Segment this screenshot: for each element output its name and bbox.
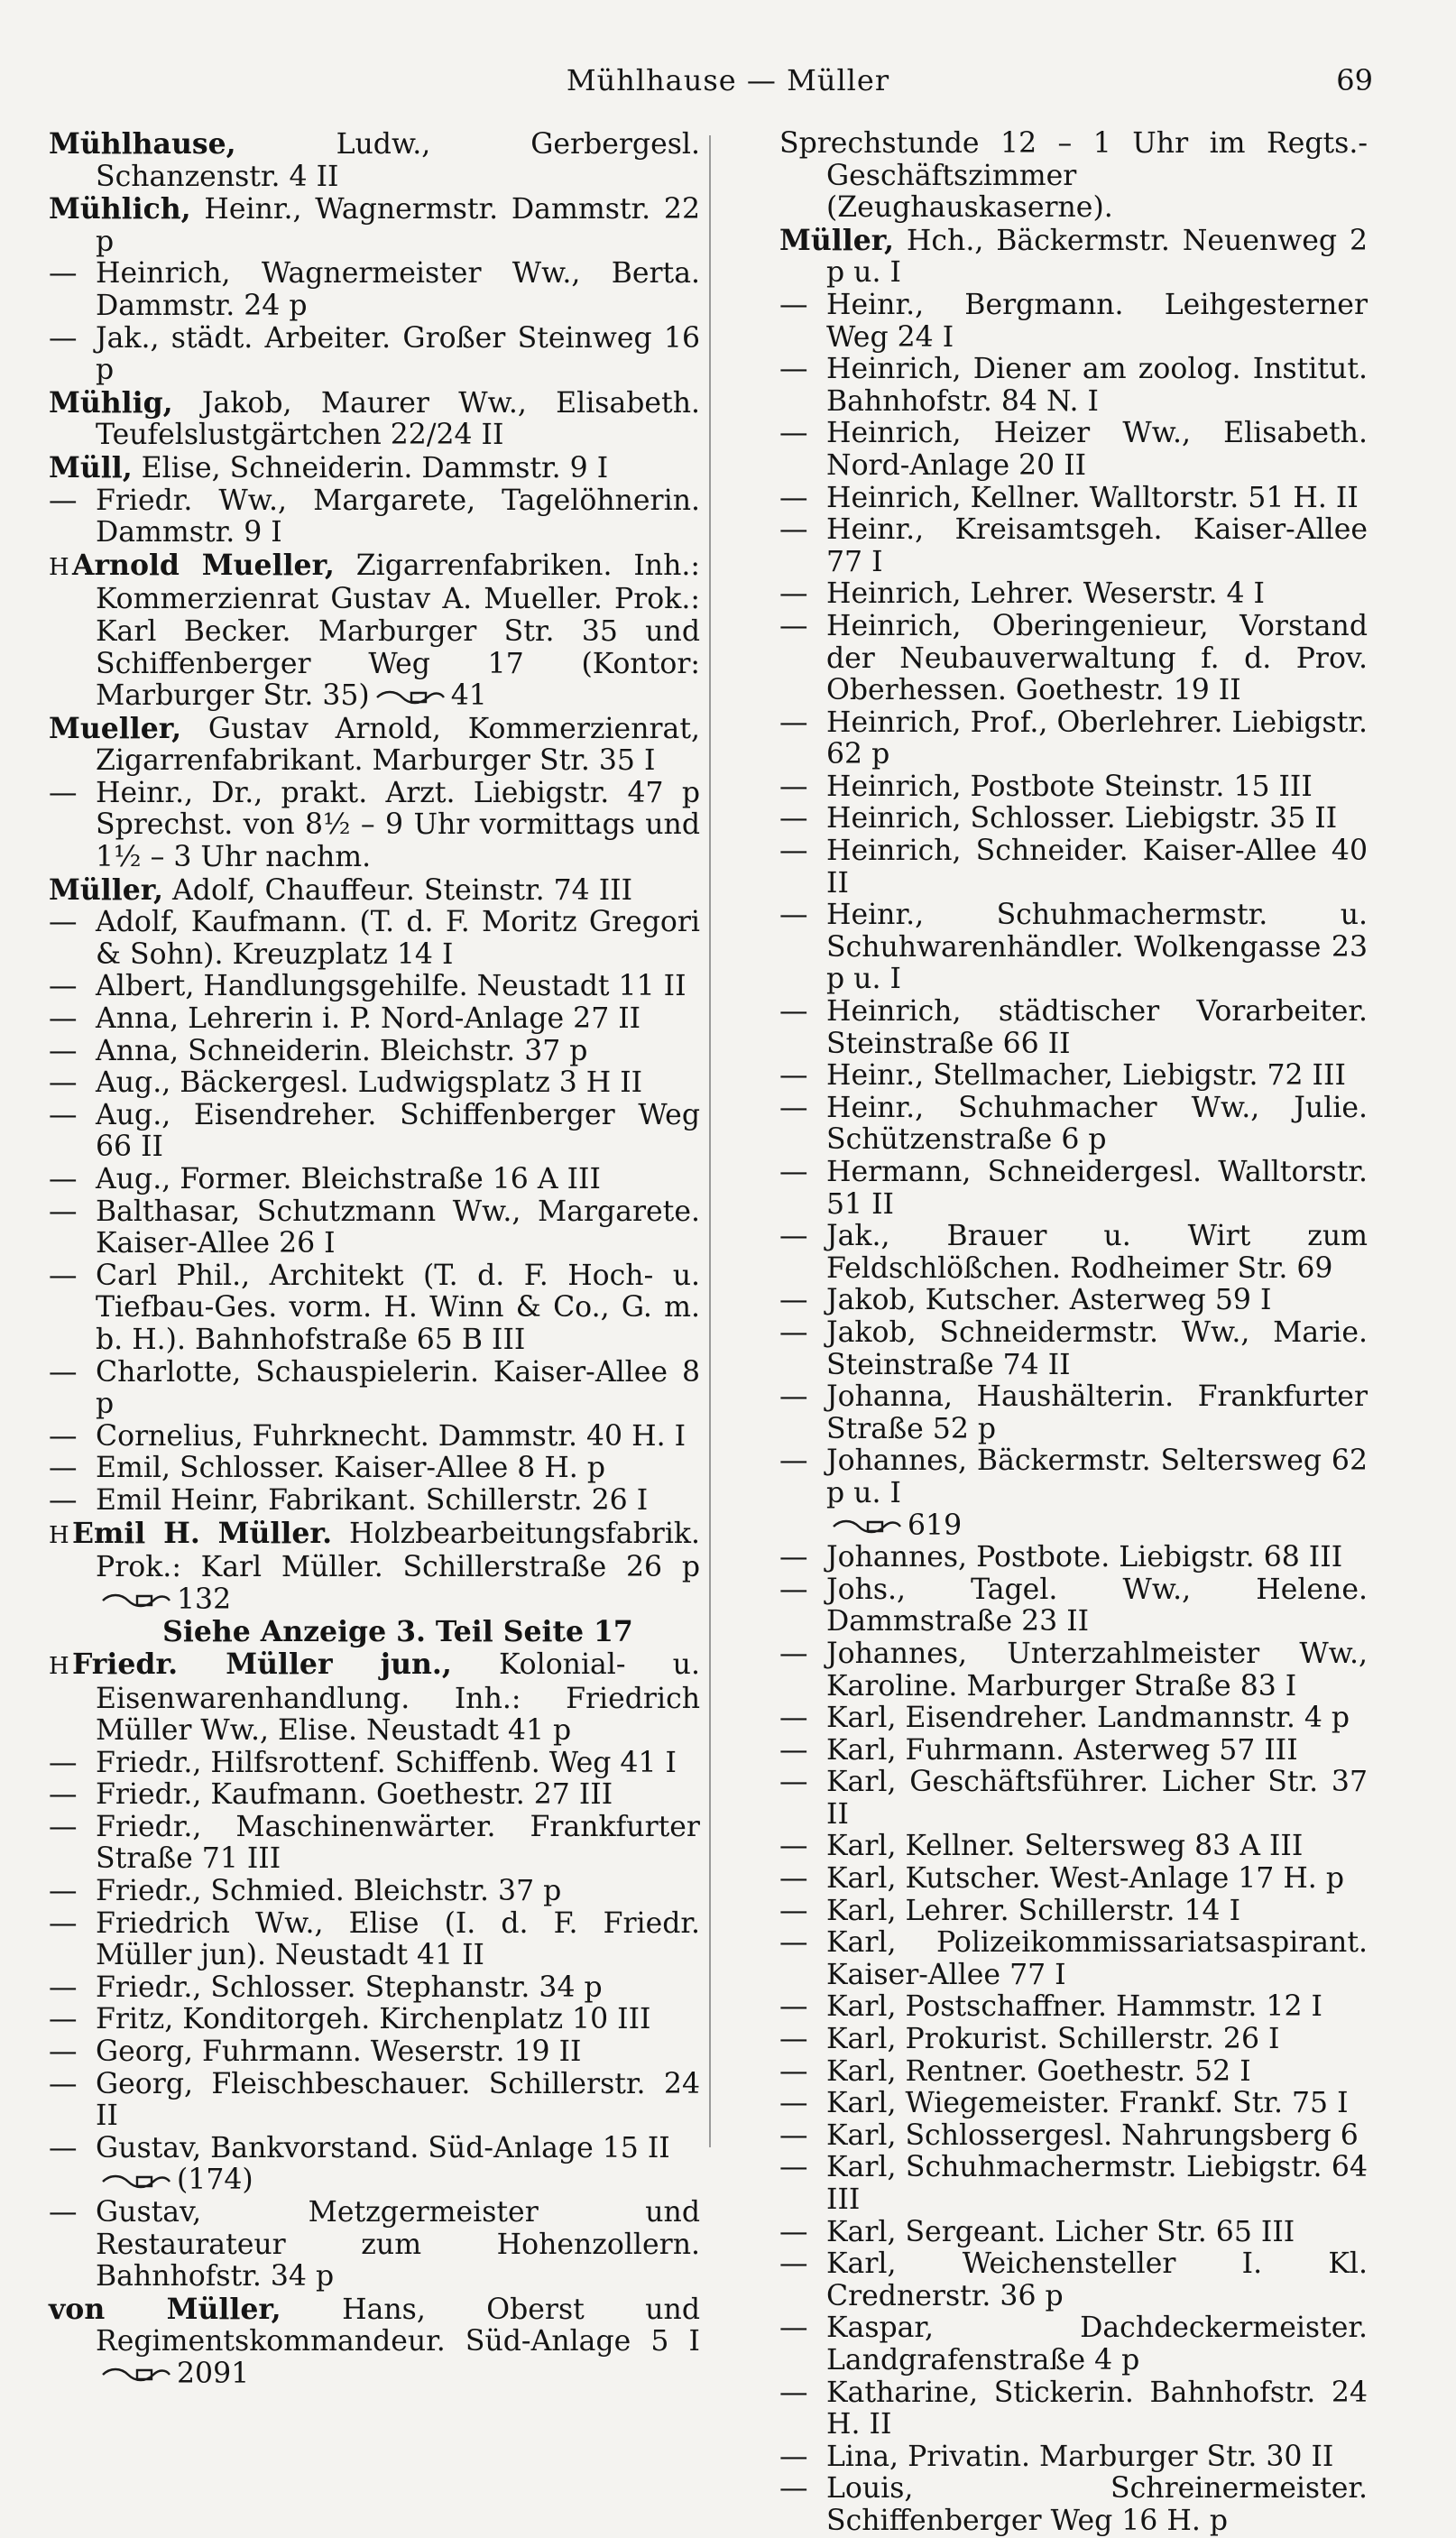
directory-entry xyxy=(779,2248,1368,2312)
entry-name: Arnold Mueller, xyxy=(72,548,335,582)
directory-entry xyxy=(779,2377,1368,2441)
entry-text: Ludw., Gerbergesl. Schanzenstr. 4 II xyxy=(96,128,700,193)
entry-text: Karl, Eisendreher. Landmannstr. 4 p xyxy=(826,1702,1350,1735)
entry-text: Karl, Schlossergesl. Nahrungsberg 6 xyxy=(826,2118,1359,2152)
ditto-dash: — xyxy=(49,1875,78,1908)
ditto-dash: — xyxy=(49,1195,78,1228)
entry-text: Karl, Lehrer. Schillerstr. 14 I xyxy=(826,1894,1241,1927)
entry-text: Karl, Wiegemeister. Frankf. Str. 75 I xyxy=(826,2087,1349,2120)
directory-entry xyxy=(49,971,700,1003)
running-title: Mühlhause — Müller xyxy=(566,63,890,97)
ditto-dash: — xyxy=(779,1990,808,2024)
entry-text: Karl, Postschaffner. Hammstr. 12 I xyxy=(826,1990,1322,2024)
directory-entry xyxy=(49,1036,700,1068)
telephone-icon xyxy=(375,688,446,707)
ditto-dash: — xyxy=(779,2472,808,2506)
entry-marker: H xyxy=(49,1652,69,1680)
directory-entry xyxy=(49,1453,700,1485)
entry-text: Friedrich Ww., Elise (I. d. F. Friedr. Müller jun). Neustadt 41 II xyxy=(96,1906,700,1972)
entry-text: Heinrich, Wagnermeister Ww., Berta. Dammstr. 24 p xyxy=(96,257,700,322)
directory-entry xyxy=(779,900,1368,996)
left-column xyxy=(49,128,700,2391)
ditto-dash: — xyxy=(49,1066,78,1100)
ditto-dash: — xyxy=(49,1002,78,1036)
telephone-number: (174) xyxy=(177,2164,253,2197)
entry-text: Emil Heinr, Fabrikant. Schillerstr. 26 I xyxy=(96,1483,649,1517)
entry-text: Anna, Schneiderin. Bleichstr. 37 p xyxy=(96,1034,588,1067)
directory-entry xyxy=(779,803,1368,835)
directory-entry xyxy=(779,1767,1368,1831)
directory-entry xyxy=(49,1908,700,1972)
entry-text: Hermann, Schneidergesl. Walltorstr. 51 II xyxy=(826,1156,1368,1221)
directory-entry xyxy=(779,835,1368,900)
ditto-dash: — xyxy=(779,1830,808,1863)
ditto-dash: — xyxy=(779,1156,808,1188)
directory-entry xyxy=(779,128,1368,225)
entry-text: Anna, Lehrerin i. P. Nord-Anlage 27 II xyxy=(96,1002,641,1036)
directory-entry xyxy=(779,1703,1368,1735)
entry-name: Müll, xyxy=(49,450,133,485)
entry-text: Heinr., Dr., prakt. Arzt. Liebigstr. 47 p Sprechst. von 8½ – 9 Uhr vormittags und 1½ – 3 Uhr nachm. xyxy=(96,776,700,874)
ditto-dash: — xyxy=(49,2067,78,2100)
entry-text: Fritz, Konditorgeh. Kirchenplatz 10 III xyxy=(96,2003,651,2036)
entry-text: Johs., Tagel. Ww., Helene. Dammstraße 23 II xyxy=(826,1573,1368,1638)
entry-text: Adolf, Kaufmann. (T. d. F. Moritz Gregori & Sohn). Kreuzplatz 14 I xyxy=(96,906,700,971)
entry-name: Müller, xyxy=(49,872,164,907)
entry-text: Heinrich, Oberingenieur, Vorstand der Neubauverwaltung f. d. Prov. Oberhessen. Goethestr. 19 II xyxy=(826,609,1368,707)
entry-text: Johannes, Postbote. Liebigstr. 68 III xyxy=(826,1541,1343,1574)
directory-entry xyxy=(779,1831,1368,1863)
entry-text: Johanna, Haushälterin. Frankfurter Straße 52 p xyxy=(826,1380,1368,1445)
entry-text: Heinrich, Schneider. Kaiser-Allee 40 II xyxy=(826,835,1368,900)
ditto-dash: — xyxy=(779,2247,808,2281)
directory-entry xyxy=(779,354,1368,418)
directory-entry xyxy=(49,2036,700,2069)
ditto-dash: — xyxy=(49,776,78,809)
ditto-dash: — xyxy=(779,1444,808,1478)
ditto-dash: — xyxy=(779,1733,808,1767)
entry-text: Heinrich, Prof., Oberlehrer. Liebigstr. 62 p xyxy=(826,706,1368,771)
entry-text: Jak., städt. Arbeiter. Großer Steinweg 16 p xyxy=(96,321,700,387)
entry-text: Johannes, Unterzahlmeister Ww., Karoline. Marburger Straße 83 I xyxy=(826,1637,1368,1703)
entry-marker: H xyxy=(49,553,69,581)
directory-entry xyxy=(49,2133,700,2197)
entry-text: Jak., Brauer u. Wirt zum Feldschlößchen. Rodheimer Str. 69 xyxy=(826,1220,1368,1285)
directory-entry xyxy=(49,1100,700,1164)
entry-text: Karl, Geschäftsführer. Licher Str. 37 II xyxy=(826,1766,1368,1831)
directory-entry xyxy=(779,1542,1368,1574)
entry-marker: H xyxy=(49,1521,69,1549)
entry-text: Heinr., Wagnermstr. Dammstr. 22 p xyxy=(96,193,700,258)
entry-text: Heinrich, Postbote Steinstr. 15 III xyxy=(826,770,1313,803)
ditto-dash: — xyxy=(49,484,78,517)
ditto-dash: — xyxy=(779,1637,808,1670)
entry-text: Sprechstunde 12 – 1 Uhr im Regts.-Geschäftszimmer (Zeughauskaserne). xyxy=(779,127,1368,225)
ditto-dash: — xyxy=(779,1573,808,1606)
entry-text: Gustav, Bankvorstand. Süd-Anlage 15 II xyxy=(96,2131,670,2164)
ditto-dash: — xyxy=(49,321,78,355)
directory-entry xyxy=(49,1067,700,1100)
entry-text: Heinr., Schuhmachermstr. u. Schuhwarenhändler. Wolkengasse 23 p u. I xyxy=(826,899,1368,996)
directory-entry xyxy=(49,1648,700,1748)
ditto-dash: — xyxy=(779,802,808,835)
entry-text: Friedr., Schmied. Bleichstr. 37 p xyxy=(96,1875,562,1908)
directory-entry xyxy=(49,485,700,549)
ditto-dash: — xyxy=(49,1098,78,1131)
ditto-dash: — xyxy=(49,2196,78,2229)
entry-name: Friedr. Müller jun., xyxy=(72,1647,452,1681)
ditto-dash: — xyxy=(779,1380,808,1414)
entry-text: Gustav, Metzgermeister und Restaurateur zum Hohenzollern. Bahnhofstr. 34 p xyxy=(96,2196,700,2293)
telephone-number: 2091 xyxy=(177,2357,250,2390)
directory-entry xyxy=(49,874,700,908)
directory-entry xyxy=(779,225,1368,290)
entry-text: Friedr., Hilfsrottenf. Schiffenb. Weg 41 I xyxy=(96,1746,677,1779)
directory-entry xyxy=(779,996,1368,1060)
directory-entry xyxy=(779,483,1368,515)
directory-entry xyxy=(49,1518,700,1617)
directory-entry xyxy=(779,2056,1368,2089)
entry-text: Jakob, Kutscher. Asterweg 59 I xyxy=(826,1284,1272,1317)
entry-text: Georg, Fleischbeschauer. Schillerstr. 24 II xyxy=(96,2067,700,2133)
entry-text: Aug., Bäckergesl. Ludwigsplatz 3 H II xyxy=(96,1066,643,1100)
ditto-dash: — xyxy=(779,513,808,547)
directory-entry xyxy=(49,452,700,485)
entry-text: Friedr., Schlosser. Stephanstr. 34 p xyxy=(96,1970,603,2004)
directory-entry xyxy=(49,1260,700,1357)
entry-text: Carl Phil., Architekt (T. d. F. Hoch- u. Tiefbau-Ges. vorm. H. Winn & Co., G. m. b. H.). Bahnhofstraße 65 B III xyxy=(96,1259,700,1356)
entry-text: Albert, Handlungsgehilfe. Neustadt 11 II xyxy=(96,970,687,1003)
directory-entry xyxy=(779,2024,1368,2056)
entry-text: Heinrich, Diener am zoolog. Institut. Bahnhofstr. 84 N. I xyxy=(826,353,1368,418)
directory-entry xyxy=(779,514,1368,578)
entry-text: Georg, Fuhrmann. Weserstr. 19 II xyxy=(96,2035,582,2069)
entry-name: Mühlhause, xyxy=(49,127,236,161)
ditto-dash: — xyxy=(779,353,808,386)
entry-text: Heinr., Schuhmacher Ww., Julie. Schützenstraße 6 p xyxy=(826,1091,1368,1157)
entry-name: von Müller, xyxy=(49,2292,281,2326)
directory-entry xyxy=(49,1421,700,1454)
directory-entry xyxy=(49,193,700,258)
directory-entry xyxy=(49,907,700,971)
ditto-dash: — xyxy=(779,835,808,868)
ditto-dash: — xyxy=(779,1766,808,1799)
directory-entry xyxy=(779,2217,1368,2249)
entry-name: Mühlich, xyxy=(49,192,191,226)
ditto-dash: — xyxy=(779,1702,808,1735)
directory-entry xyxy=(779,1381,1368,1445)
entry-text: Balthasar, Schutzmann Ww., Margarete. Kaiser-Allee 26 I xyxy=(96,1195,700,1260)
entry-text: Hans, Oberst und Regimentskommandeur. Süd-Anlage 5 I xyxy=(96,2293,700,2358)
directory-entry xyxy=(779,1093,1368,1157)
ditto-dash: — xyxy=(779,1220,808,1253)
entry-text: Elise, Schneiderin. Dammstr. 9 I xyxy=(132,451,609,485)
ditto-dash: — xyxy=(49,1355,78,1389)
ditto-dash: — xyxy=(779,2087,808,2120)
entry-text: Karl, Kutscher. West-Anlage 17 H. p xyxy=(826,1862,1344,1896)
directory-entry xyxy=(779,2120,1368,2153)
entry-text: Karl, Fuhrmann. Asterweg 57 III xyxy=(826,1733,1298,1767)
entry-text: Aug., Former. Bleichstraße 16 A III xyxy=(96,1163,601,1195)
ditto-dash: — xyxy=(779,2023,808,2056)
entry-text: Karl, Polizeikommissariatsaspirant. Kaiser-Allee 77 I xyxy=(826,1926,1368,1991)
entry-text: Heinrich, Lehrer. Weserstr. 4 I xyxy=(826,577,1265,611)
ditto-dash: — xyxy=(779,1284,808,1317)
column-divider xyxy=(709,135,711,2147)
ditto-dash: — xyxy=(49,1034,78,1067)
right-column xyxy=(779,128,1368,2538)
directory-entry xyxy=(779,290,1368,354)
entry-text: Adolf, Chauffeur. Steinstr. 74 III xyxy=(163,873,633,907)
ditto-dash: — xyxy=(49,1810,78,1843)
directory-entry xyxy=(779,1157,1368,1221)
entry-text: Heinr., Bergmann. Leihgesterner Weg 24 I xyxy=(826,288,1368,354)
directory-entry xyxy=(779,1927,1368,1991)
ditto-dash: — xyxy=(779,2312,808,2345)
directory-entry xyxy=(49,128,700,193)
ditto-dash: — xyxy=(49,1483,78,1517)
ditto-dash: — xyxy=(779,577,808,611)
entry-text: Charlotte, Schauspielerin. Kaiser-Allee 8 p xyxy=(96,1355,700,1421)
directory-entry xyxy=(49,258,700,322)
ditto-dash: — xyxy=(49,2003,78,2036)
directory-entry xyxy=(49,1972,700,2005)
ditto-dash: — xyxy=(49,1906,78,1940)
ditto-dash: — xyxy=(779,770,808,803)
directory-entry xyxy=(779,707,1368,771)
directory-entry xyxy=(49,1748,700,1780)
directory-entry xyxy=(49,2293,700,2391)
entry-text: Cornelius, Fuhrknecht. Dammstr. 40 H. I xyxy=(96,1419,687,1453)
directory-entry xyxy=(779,611,1368,707)
page-header xyxy=(0,56,1456,110)
directory-entry xyxy=(49,1812,700,1876)
telephone-number: 619 xyxy=(908,1509,963,1542)
entry-text: Emil, Schlosser. Kaiser-Allee 8 H. p xyxy=(96,1452,605,1485)
directory-entry xyxy=(779,1285,1368,1317)
entry-text: Karl, Sergeant. Licher Str. 65 III xyxy=(826,2215,1295,2248)
directory-entry xyxy=(779,1638,1368,1703)
directory-entry xyxy=(49,2069,700,2133)
ditto-dash: — xyxy=(779,609,808,642)
directory-entry xyxy=(779,2088,1368,2120)
entry-text: Katharine, Stickerin. Bahnhofstr. 24 H. II xyxy=(826,2376,1368,2441)
directory-entry xyxy=(49,2197,700,2293)
telephone-icon xyxy=(832,1517,902,1537)
directory-entry xyxy=(779,2312,1368,2376)
page-number: 69 xyxy=(1336,63,1373,97)
ditto-dash: — xyxy=(49,906,78,939)
ditto-dash: — xyxy=(779,1862,808,1896)
ditto-dash: — xyxy=(779,1926,808,1960)
directory-entry xyxy=(779,1060,1368,1093)
entry-text: Heinrich, Heizer Ww., Elisabeth. Nord-Anlage 20 II xyxy=(826,417,1368,482)
entry-text: Lina, Privatin. Marburger Str. 30 II xyxy=(826,2440,1334,2473)
entry-text: Karl, Rentner. Goethestr. 52 I xyxy=(826,2054,1251,2088)
ditto-dash: — xyxy=(49,1970,78,2004)
telephone-icon xyxy=(101,2172,171,2192)
directory-entry xyxy=(49,778,700,874)
ditto-dash: — xyxy=(49,2131,78,2164)
directory-entry xyxy=(779,1445,1368,1542)
ditto-dash: — xyxy=(779,1541,808,1574)
directory-entry xyxy=(49,323,700,387)
entry-text: Kaspar, Dachdeckermeister. Landgrafenstraße 4 p xyxy=(826,2312,1368,2376)
telephone-number: 132 xyxy=(177,1583,232,1616)
directory-entry xyxy=(779,1735,1368,1767)
directory-entry xyxy=(49,1779,700,1812)
entry-text: Hch., Bäckermstr. Neuenweg 2 p u. I xyxy=(826,224,1368,290)
directory-entry xyxy=(49,713,700,778)
telephone-icon xyxy=(101,2365,171,2385)
directory-entry xyxy=(779,1896,1368,1928)
directory-entry xyxy=(49,1164,700,1196)
entry-text: Jakob, Schneidermstr. Ww., Marie. Steinstraße 74 II xyxy=(826,1315,1368,1381)
directory-entry xyxy=(779,1574,1368,1638)
entry-text: Holzbearbeitungsfabrik. Prok.: Karl Müller. Schillerstraße 26 p xyxy=(96,1517,700,1584)
directory-entry xyxy=(779,578,1368,611)
directory-entry xyxy=(49,387,700,452)
directory-entry xyxy=(779,2152,1368,2216)
ditto-dash: — xyxy=(779,2118,808,2152)
ditto-dash: — xyxy=(779,1315,808,1349)
entry-text: Jakob, Maurer Ww., Elisabeth. Teufelslustgärtchen 22/24 II xyxy=(96,386,700,452)
directory-entry xyxy=(779,1863,1368,1896)
ditto-dash: — xyxy=(49,1259,78,1292)
ditto-dash: — xyxy=(779,2054,808,2088)
directory-entry xyxy=(49,1876,700,1908)
entry-text: Friedr., Kaufmann. Goethestr. 27 III xyxy=(96,1778,613,1812)
entry-text: Karl, Prokurist. Schillerstr. 26 I xyxy=(826,2023,1280,2056)
entry-text: Heinr., Kreisamtsgeh. Kaiser-Allee 77 I xyxy=(826,513,1368,578)
entry-text: Aug., Eisendreher. Schiffenberger Weg 66 II xyxy=(96,1098,700,1164)
ditto-dash: — xyxy=(779,899,808,932)
entry-text: Friedr., Maschinenwärter. Frankfurter Straße 71 III xyxy=(96,1810,700,1876)
ditto-dash: — xyxy=(779,2440,808,2473)
ditto-dash: — xyxy=(779,2215,808,2248)
telephone-icon xyxy=(101,1591,171,1610)
ditto-dash: — xyxy=(49,1452,78,1485)
telephone-number: 41 xyxy=(450,679,487,713)
directory-entry xyxy=(779,1317,1368,1381)
ditto-dash: — xyxy=(779,288,808,321)
entry-name: Emil H. Müller. xyxy=(72,1516,333,1550)
entry-text: Johannes, Bäckermstr. Seltersweg 62 p u. I xyxy=(826,1444,1368,1509)
ditto-dash: — xyxy=(49,1419,78,1453)
ditto-dash: — xyxy=(779,2376,808,2409)
ditto-dash: — xyxy=(779,995,808,1029)
entry-name: Mueller, xyxy=(49,711,182,745)
entry-text: Karl, Schuhmachermstr. Liebigstr. 64 III xyxy=(826,2151,1368,2216)
directory-entry xyxy=(49,2004,700,2036)
entry-text: Heinrich, Kellner. Walltorstr. 51 H. II xyxy=(826,481,1359,514)
directory-entry xyxy=(779,2473,1368,2537)
entry-text: Heinrich, Schlosser. Liebigstr. 35 II xyxy=(826,802,1338,835)
entry-text: Karl, Weichensteller I. Kl. Crednerstr. 36 p xyxy=(826,2247,1368,2312)
ditto-dash: — xyxy=(49,970,78,1003)
ditto-dash: — xyxy=(49,1778,78,1812)
ditto-dash: — xyxy=(779,1059,808,1093)
entry-text: Heinr., Stellmacher, Liebigstr. 72 III xyxy=(826,1059,1346,1093)
directory-entry xyxy=(779,418,1368,482)
directory-entry xyxy=(779,2441,1368,2474)
entry-text: Karl, Kellner. Seltersweg 83 A III xyxy=(826,1830,1304,1863)
ditto-dash: — xyxy=(779,481,808,514)
directory-entry xyxy=(779,1221,1368,1285)
entry-name: Mühlig, xyxy=(49,385,173,420)
ditto-dash: — xyxy=(779,1894,808,1927)
ditto-dash: — xyxy=(779,417,808,450)
ditto-dash: — xyxy=(49,1163,78,1195)
ditto-dash: — xyxy=(49,2035,78,2069)
entry-text: Zigarrenfabriken. Inh.: Kommerzienrat Gustav A. Mueller. Prok.: Karl Becker. Marburger Str. 35 und Schiffenberger Weg 17 (Kontor: Marburger Str. 35) xyxy=(96,549,700,713)
ditto-dash: — xyxy=(779,706,808,739)
directory-entry xyxy=(779,1991,1368,2024)
ditto-dash: — xyxy=(49,257,78,291)
entry-text: Kolonial- u. Eisenwarenhandlung. Inh.: Friedrich Müller Ww., Elise. Neustadt 41 p xyxy=(96,1647,700,1748)
entry-name: Müller, xyxy=(779,223,895,257)
ditto-dash: — xyxy=(49,1746,78,1779)
ditto-dash: — xyxy=(779,1091,808,1124)
directory-entry xyxy=(49,1357,700,1421)
directory-entry xyxy=(49,1196,700,1260)
entry-text: Louis, Schreinermeister. Schiffenberger Weg 16 H. p xyxy=(826,2472,1368,2537)
entry-text: Friedr. Ww., Margarete, Tagelöhnerin. Dammstr. 9 I xyxy=(96,484,700,549)
directory-entry xyxy=(49,549,700,713)
advertisement-notice: Siehe Anzeige 3. Teil Seite 17 xyxy=(162,1615,633,1649)
entry-text: Gustav Arnold, Kommerzienrat, Zigarrenfabrikant. Marburger Str. 35 I xyxy=(96,712,700,778)
directory-entry xyxy=(49,1485,700,1518)
directory-entry xyxy=(49,1003,700,1036)
directory-entry xyxy=(779,771,1368,804)
entry-text: Heinrich, städtischer Vorarbeiter. Steinstraße 66 II xyxy=(826,995,1368,1060)
ditto-dash: — xyxy=(779,2151,808,2184)
